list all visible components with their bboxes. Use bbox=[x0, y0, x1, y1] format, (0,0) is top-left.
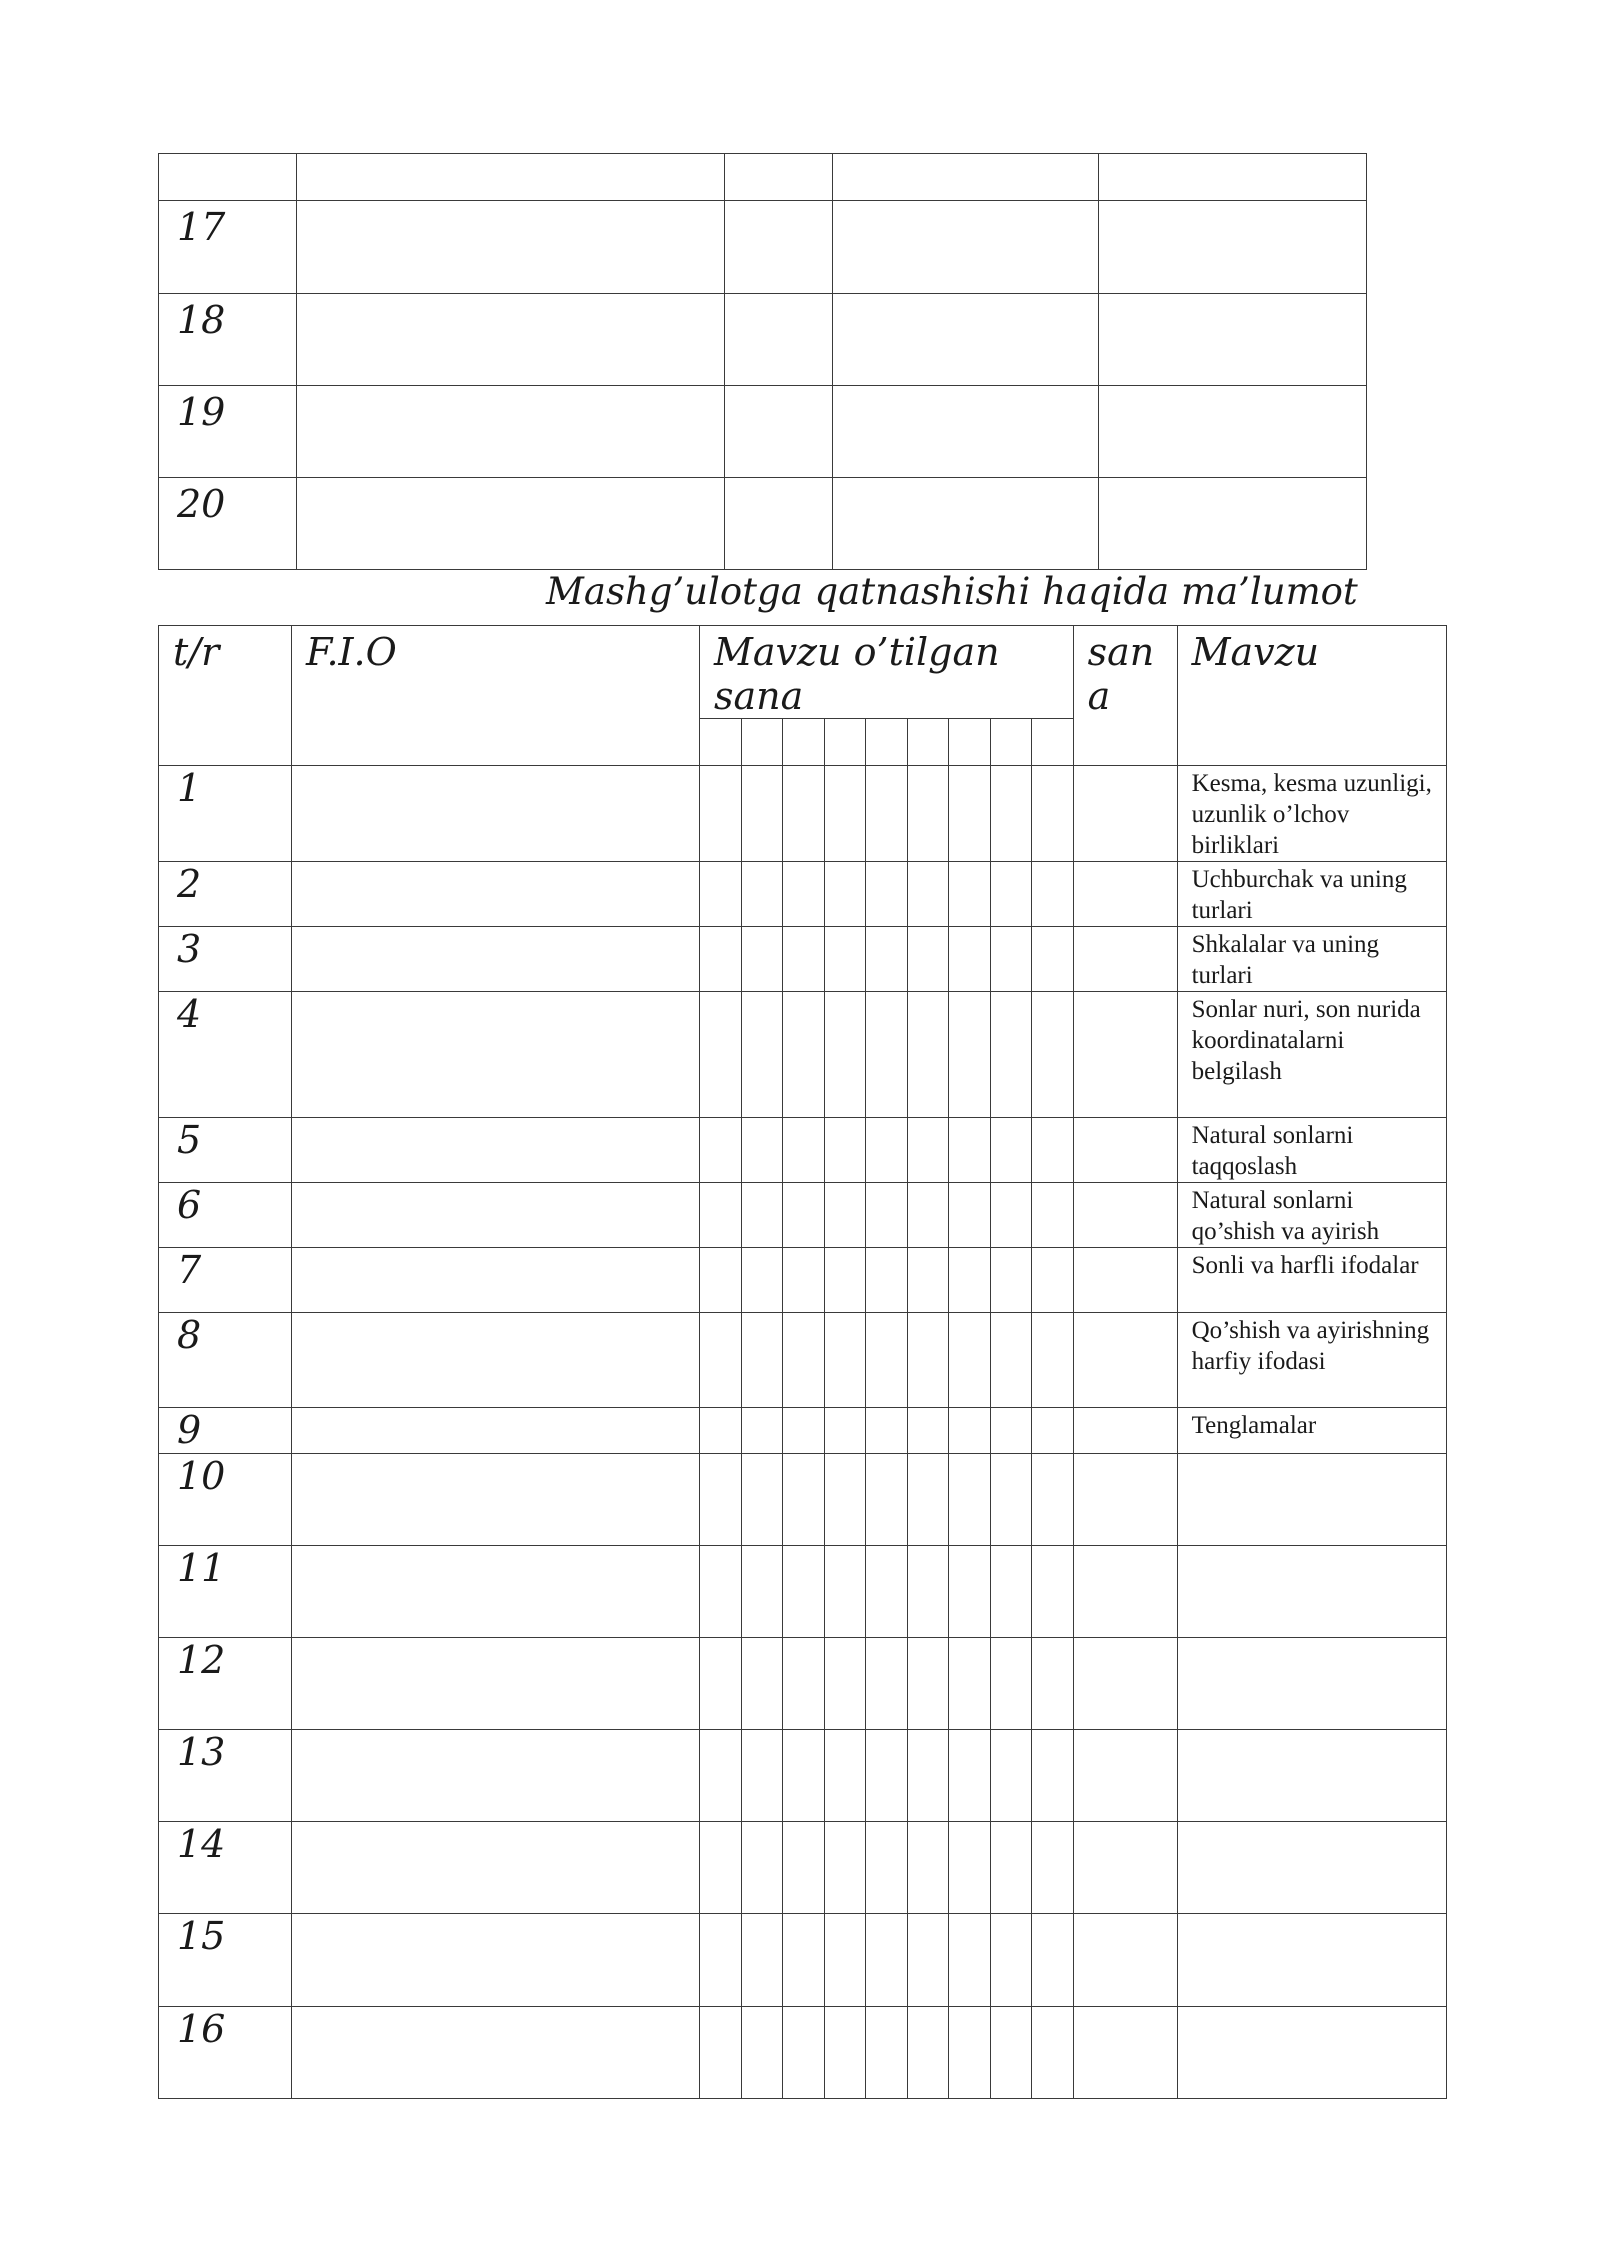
header-mavzu-sana: Mavzu o’tilgan sana bbox=[700, 626, 1074, 719]
table-row bbox=[159, 1914, 1447, 2007]
date-cell bbox=[700, 1248, 742, 1313]
topic-cell bbox=[1177, 1546, 1446, 1638]
date-cell bbox=[1032, 1183, 1074, 1248]
date-cell bbox=[949, 1313, 991, 1408]
date-column-cell bbox=[866, 719, 908, 766]
topic-cell: Qo’shish va ayirishning harfiy ifodasi bbox=[1177, 1313, 1446, 1408]
date-cell bbox=[1032, 1730, 1074, 1822]
date-cell bbox=[700, 992, 742, 1118]
date-cell bbox=[700, 1914, 742, 2007]
date-cell bbox=[1032, 766, 1074, 862]
date-cell bbox=[990, 1546, 1032, 1638]
date-cell bbox=[700, 1546, 742, 1638]
top-table bbox=[158, 153, 1367, 570]
date-cell bbox=[990, 1408, 1032, 1454]
date-cell bbox=[866, 1408, 908, 1454]
date-cell bbox=[949, 1454, 991, 1546]
table-cell bbox=[297, 154, 725, 201]
date-cell bbox=[741, 1546, 783, 1638]
date-column-cell bbox=[700, 719, 742, 766]
date-cell bbox=[990, 1118, 1032, 1183]
date-cell bbox=[741, 1408, 783, 1454]
topic-cell bbox=[1177, 1454, 1446, 1546]
fio-cell bbox=[292, 1313, 700, 1408]
fio-cell bbox=[292, 1408, 700, 1454]
row-number: 19 bbox=[159, 386, 297, 478]
fio-cell bbox=[292, 1638, 700, 1730]
fio-cell bbox=[292, 992, 700, 1118]
date-cell bbox=[741, 2007, 783, 2099]
table-cell bbox=[1099, 201, 1367, 294]
date-cell bbox=[866, 927, 908, 992]
date-cell bbox=[700, 1183, 742, 1248]
date-cell bbox=[866, 1313, 908, 1408]
date-cell bbox=[741, 1638, 783, 1730]
attendance-table bbox=[158, 625, 1447, 2099]
date-cell bbox=[824, 1454, 866, 1546]
topic-cell bbox=[1177, 1914, 1446, 2007]
date-cell bbox=[1032, 1638, 1074, 1730]
date-cell bbox=[907, 1248, 949, 1313]
table-row bbox=[159, 2007, 1447, 2099]
fio-cell bbox=[292, 1546, 700, 1638]
date-column-cell bbox=[783, 719, 825, 766]
date-cell bbox=[783, 1408, 825, 1454]
sana-cell bbox=[1073, 992, 1177, 1118]
row-number: 4 bbox=[159, 992, 292, 1118]
table-cell bbox=[725, 386, 833, 478]
date-cell bbox=[783, 1730, 825, 1822]
date-cell bbox=[990, 1248, 1032, 1313]
date-cell bbox=[990, 1454, 1032, 1546]
sana-cell bbox=[1073, 1313, 1177, 1408]
date-cell bbox=[700, 1454, 742, 1546]
header-tr: t/r bbox=[159, 626, 292, 766]
header-sana: san a bbox=[1073, 626, 1177, 766]
date-cell bbox=[824, 1313, 866, 1408]
date-cell bbox=[1032, 992, 1074, 1118]
date-cell bbox=[741, 992, 783, 1118]
sana-cell bbox=[1073, 927, 1177, 992]
date-cell bbox=[824, 1118, 866, 1183]
sana-cell bbox=[1073, 1248, 1177, 1313]
date-cell bbox=[783, 1546, 825, 1638]
row-number: 17 bbox=[159, 201, 297, 294]
row-number: 16 bbox=[159, 2007, 292, 2099]
fio-cell bbox=[292, 1914, 700, 2007]
table-cell bbox=[1099, 386, 1367, 478]
date-cell bbox=[824, 992, 866, 1118]
date-cell bbox=[824, 1730, 866, 1822]
date-cell bbox=[866, 1183, 908, 1248]
table-cell bbox=[297, 294, 725, 386]
date-cell bbox=[700, 1638, 742, 1730]
date-cell bbox=[866, 1914, 908, 2007]
sana-cell bbox=[1073, 1118, 1177, 1183]
date-cell bbox=[949, 1546, 991, 1638]
date-cell bbox=[1032, 862, 1074, 927]
date-cell bbox=[824, 2007, 866, 2099]
table-row bbox=[159, 1454, 1447, 1546]
date-cell bbox=[907, 1408, 949, 1454]
date-cell bbox=[866, 992, 908, 1118]
date-cell bbox=[783, 1638, 825, 1730]
date-column-cell bbox=[741, 719, 783, 766]
date-column-cell bbox=[949, 719, 991, 766]
date-cell bbox=[824, 766, 866, 862]
date-cell bbox=[700, 862, 742, 927]
sana-cell bbox=[1073, 2007, 1177, 2099]
date-cell bbox=[907, 1118, 949, 1183]
date-cell bbox=[990, 1730, 1032, 1822]
row-number: 5 bbox=[159, 1118, 292, 1183]
top-table-row bbox=[159, 386, 1367, 478]
sana-cell bbox=[1073, 766, 1177, 862]
date-cell bbox=[866, 862, 908, 927]
table-row bbox=[159, 1118, 1447, 1183]
date-cell bbox=[783, 766, 825, 862]
row-number bbox=[159, 154, 297, 201]
fio-cell bbox=[292, 1118, 700, 1183]
row-number: 11 bbox=[159, 1546, 292, 1638]
fio-cell bbox=[292, 1248, 700, 1313]
table-cell bbox=[833, 294, 1099, 386]
date-cell bbox=[741, 1313, 783, 1408]
table-row bbox=[159, 1546, 1447, 1638]
date-cell bbox=[866, 1454, 908, 1546]
date-cell bbox=[949, 1118, 991, 1183]
fio-cell bbox=[292, 2007, 700, 2099]
table-cell bbox=[833, 201, 1099, 294]
row-number: 13 bbox=[159, 1730, 292, 1822]
date-cell bbox=[824, 1914, 866, 2007]
date-cell bbox=[907, 1638, 949, 1730]
top-table-body bbox=[159, 154, 1367, 570]
date-cell bbox=[907, 1454, 949, 1546]
table-row bbox=[159, 1313, 1447, 1408]
date-cell bbox=[949, 1408, 991, 1454]
date-cell bbox=[990, 766, 1032, 862]
date-cell bbox=[866, 1822, 908, 1914]
date-cell bbox=[741, 927, 783, 992]
sana-cell bbox=[1073, 1454, 1177, 1546]
date-cell bbox=[949, 1183, 991, 1248]
date-cell bbox=[907, 1183, 949, 1248]
date-cell bbox=[990, 1914, 1032, 2007]
date-cell bbox=[824, 1638, 866, 1730]
date-cell bbox=[1032, 1408, 1074, 1454]
date-cell bbox=[783, 1454, 825, 1546]
date-cell bbox=[1032, 2007, 1074, 2099]
header-row bbox=[159, 626, 1447, 719]
date-cell bbox=[866, 2007, 908, 2099]
table-cell bbox=[297, 386, 725, 478]
date-cell bbox=[866, 1248, 908, 1313]
date-cell bbox=[1032, 1248, 1074, 1313]
date-cell bbox=[949, 1638, 991, 1730]
row-number: 8 bbox=[159, 1313, 292, 1408]
fio-cell bbox=[292, 1822, 700, 1914]
date-cell bbox=[824, 1546, 866, 1638]
table-cell bbox=[833, 386, 1099, 478]
sana-cell bbox=[1073, 1408, 1177, 1454]
date-cell bbox=[741, 766, 783, 862]
date-cell bbox=[824, 1183, 866, 1248]
sana-cell bbox=[1073, 862, 1177, 927]
date-column-cell bbox=[990, 719, 1032, 766]
sana-cell bbox=[1073, 1822, 1177, 1914]
date-cell bbox=[741, 1183, 783, 1248]
date-cell bbox=[990, 1638, 1032, 1730]
table-cell bbox=[833, 154, 1099, 201]
header-mavzu: Mavzu bbox=[1177, 626, 1446, 766]
row-number: 14 bbox=[159, 1822, 292, 1914]
date-cell bbox=[824, 1248, 866, 1313]
table-cell bbox=[725, 201, 833, 294]
date-cell bbox=[1032, 1546, 1074, 1638]
sana-cell bbox=[1073, 1914, 1177, 2007]
date-cell bbox=[866, 1118, 908, 1183]
sana-cell bbox=[1073, 1730, 1177, 1822]
table-cell bbox=[833, 478, 1099, 570]
top-table-row bbox=[159, 294, 1367, 386]
date-cell bbox=[949, 1730, 991, 1822]
date-cell bbox=[990, 1183, 1032, 1248]
date-cell bbox=[783, 2007, 825, 2099]
date-cell bbox=[700, 1730, 742, 1822]
date-cell bbox=[783, 862, 825, 927]
table-cell bbox=[1099, 154, 1367, 201]
table-row bbox=[159, 1638, 1447, 1730]
section-title: Mashg’ulotga qatnashishi haqida ma’lumot bbox=[546, 570, 1358, 613]
table-cell bbox=[725, 478, 833, 570]
date-cell bbox=[783, 1183, 825, 1248]
date-cell bbox=[907, 927, 949, 992]
topic-cell bbox=[1177, 2007, 1446, 2099]
date-cell bbox=[741, 1248, 783, 1313]
date-cell bbox=[824, 1822, 866, 1914]
date-cell bbox=[866, 1730, 908, 1822]
topic-cell bbox=[1177, 1638, 1446, 1730]
topic-cell: Uchburchak va uning turlari bbox=[1177, 862, 1446, 927]
date-cell bbox=[866, 1638, 908, 1730]
table-row bbox=[159, 862, 1447, 927]
date-cell bbox=[783, 1248, 825, 1313]
row-number: 7 bbox=[159, 1248, 292, 1313]
date-cell bbox=[949, 1248, 991, 1313]
date-cell bbox=[990, 1822, 1032, 1914]
date-cell bbox=[907, 1822, 949, 1914]
top-table-row bbox=[159, 201, 1367, 294]
table-row bbox=[159, 992, 1447, 1118]
date-cell bbox=[949, 1822, 991, 1914]
date-cell bbox=[949, 927, 991, 992]
date-cell bbox=[907, 1914, 949, 2007]
topic-cell: Natural sonlarni taqqoslash bbox=[1177, 1118, 1446, 1183]
date-cell bbox=[990, 1313, 1032, 1408]
date-cell bbox=[741, 1914, 783, 2007]
fio-cell bbox=[292, 862, 700, 927]
date-cell bbox=[700, 766, 742, 862]
row-number: 9 bbox=[159, 1408, 292, 1454]
table-row bbox=[159, 1248, 1447, 1313]
table-cell bbox=[725, 294, 833, 386]
date-cell bbox=[700, 927, 742, 992]
date-cell bbox=[1032, 1118, 1074, 1183]
table-row bbox=[159, 1822, 1447, 1914]
date-cell bbox=[783, 1914, 825, 2007]
date-cell bbox=[741, 1118, 783, 1183]
table-cell bbox=[297, 478, 725, 570]
fio-cell bbox=[292, 1183, 700, 1248]
topic-cell: Kesma, kesma uzunligi, uzunlik o’lchov birliklari bbox=[1177, 766, 1446, 862]
date-cell bbox=[700, 2007, 742, 2099]
date-cell bbox=[700, 1118, 742, 1183]
sana-cell bbox=[1073, 1183, 1177, 1248]
date-cell bbox=[700, 1408, 742, 1454]
table-row bbox=[159, 766, 1447, 862]
date-cell bbox=[907, 2007, 949, 2099]
table-row bbox=[159, 927, 1447, 992]
date-cell bbox=[783, 1313, 825, 1408]
date-cell bbox=[907, 862, 949, 927]
date-cell bbox=[949, 992, 991, 1118]
date-cell bbox=[990, 992, 1032, 1118]
date-cell bbox=[741, 1454, 783, 1546]
date-cell bbox=[783, 927, 825, 992]
date-cell bbox=[783, 1118, 825, 1183]
table-cell bbox=[725, 154, 833, 201]
fio-cell bbox=[292, 766, 700, 862]
date-cell bbox=[866, 766, 908, 862]
date-cell bbox=[990, 862, 1032, 927]
row-number: 12 bbox=[159, 1638, 292, 1730]
row-number: 1 bbox=[159, 766, 292, 862]
date-cell bbox=[700, 1822, 742, 1914]
date-cell bbox=[949, 2007, 991, 2099]
date-cell bbox=[907, 1313, 949, 1408]
topic-cell bbox=[1177, 1822, 1446, 1914]
fio-cell bbox=[292, 927, 700, 992]
fio-cell bbox=[292, 1730, 700, 1822]
topic-cell: Shkalalar va uning turlari bbox=[1177, 927, 1446, 992]
row-number: 20 bbox=[159, 478, 297, 570]
date-cell bbox=[907, 1730, 949, 1822]
table-cell bbox=[297, 201, 725, 294]
row-number: 18 bbox=[159, 294, 297, 386]
attendance-table-body bbox=[159, 626, 1447, 2099]
date-cell bbox=[741, 1730, 783, 1822]
date-cell bbox=[1032, 1822, 1074, 1914]
date-cell bbox=[783, 992, 825, 1118]
date-cell bbox=[1032, 927, 1074, 992]
date-cell bbox=[949, 766, 991, 862]
table-row bbox=[159, 1408, 1447, 1454]
table-row bbox=[159, 1183, 1447, 1248]
date-cell bbox=[990, 927, 1032, 992]
header-fio: F.I.O bbox=[292, 626, 700, 766]
row-number: 15 bbox=[159, 1914, 292, 2007]
date-cell bbox=[907, 1546, 949, 1638]
table-row bbox=[159, 1730, 1447, 1822]
table-cell bbox=[1099, 478, 1367, 570]
row-number: 10 bbox=[159, 1454, 292, 1546]
date-cell bbox=[1032, 1313, 1074, 1408]
topic-cell bbox=[1177, 1730, 1446, 1822]
topic-cell: Sonlar nuri, son nurida koordinatalarni belgilash bbox=[1177, 992, 1446, 1118]
fio-cell bbox=[292, 1454, 700, 1546]
top-table-row bbox=[159, 478, 1367, 570]
date-cell bbox=[866, 1546, 908, 1638]
date-cell bbox=[907, 766, 949, 862]
date-cell bbox=[824, 927, 866, 992]
sana-cell bbox=[1073, 1546, 1177, 1638]
row-number: 3 bbox=[159, 927, 292, 992]
row-number: 6 bbox=[159, 1183, 292, 1248]
date-column-cell bbox=[824, 719, 866, 766]
topic-cell: Tenglamalar bbox=[1177, 1408, 1446, 1454]
row-number: 2 bbox=[159, 862, 292, 927]
date-cell bbox=[741, 862, 783, 927]
date-column-cell bbox=[1032, 719, 1074, 766]
top-table-row bbox=[159, 154, 1367, 201]
date-column-cell bbox=[907, 719, 949, 766]
date-cell bbox=[1032, 1914, 1074, 2007]
topic-cell: Sonli va harfli ifodalar bbox=[1177, 1248, 1446, 1313]
sana-cell bbox=[1073, 1638, 1177, 1730]
date-cell bbox=[949, 862, 991, 927]
date-cell bbox=[741, 1822, 783, 1914]
date-cell bbox=[949, 1914, 991, 2007]
date-cell bbox=[783, 1822, 825, 1914]
date-cell bbox=[990, 2007, 1032, 2099]
date-cell bbox=[1032, 1454, 1074, 1546]
date-cell bbox=[907, 992, 949, 1118]
date-cell bbox=[824, 862, 866, 927]
date-cell bbox=[700, 1313, 742, 1408]
table-cell bbox=[1099, 294, 1367, 386]
topic-cell: Natural sonlarni qo’shish va ayirish bbox=[1177, 1183, 1446, 1248]
date-cell bbox=[824, 1408, 866, 1454]
